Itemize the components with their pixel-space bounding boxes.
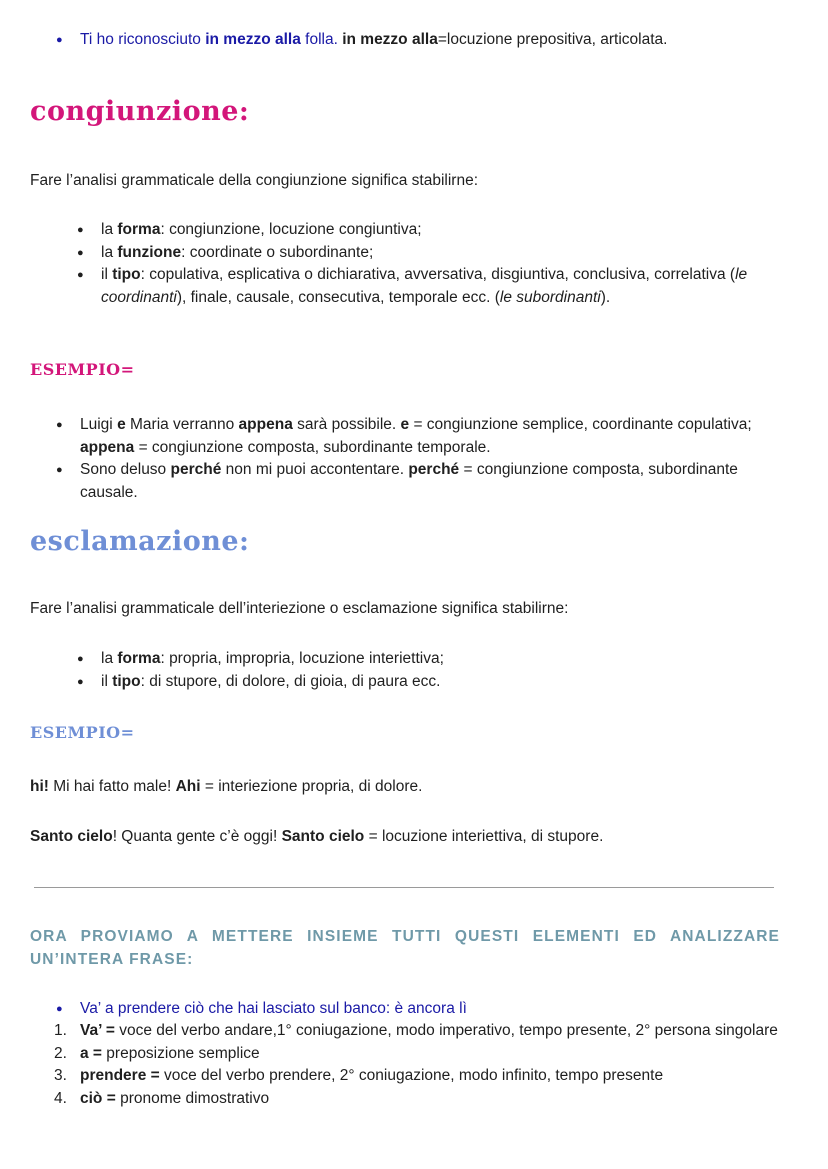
heading-congiunzione: congiunzione:: [30, 96, 250, 127]
list-item: ● la funzione: coordinate o subordinante;: [101, 242, 771, 265]
analisi-heading: ORA PROVIAMO A METTERE INSIEME TUTTI QUESTI ELEMENTI ED ANALIZZARE UN’INTERA FRASE:: [30, 928, 780, 968]
esempio-label-esclamazione: ESEMPIO=: [30, 723, 135, 742]
analisi-numbered-list: [54, 1020, 780, 1110]
top-bullet-list: [80, 29, 770, 52]
list-item: ● Luigi e Maria verranno appena sarà possibile. e = congiunzione semplice, coordinante copulativa; appena = congiunzione composta, subordinante temporale.: [80, 414, 780, 459]
esempio-label-congiunzione: ESEMPIO=: [30, 360, 135, 379]
list-item: ● la forma: congiunzione, locuzione congiuntiva;: [101, 219, 771, 242]
list-item: 4. ciò = pronome dimostrativo: [54, 1089, 270, 1107]
analisi-sentence-list: [80, 998, 780, 1021]
esclamazione-list: [101, 648, 771, 693]
list-item: 2. a = preposizione semplice: [54, 1044, 260, 1062]
list-item: ● la forma: propria, impropria, locuzione interiettiva;: [101, 648, 771, 671]
list-item: ● il tipo: copulativa, esplicativa o dichiarativa, avversativa, disgiuntiva, conclusiva, correlativa (le coordinanti), finale, causale, consecutiva, temporale ecc. (le subordinanti).: [101, 264, 771, 309]
congiunzione-list: [101, 219, 771, 309]
esclamazione-intro: Fare l’analisi grammaticale dell’interiezione o esclamazione significa stabilirne:: [30, 600, 569, 617]
list-item: 3. prendere = voce del verbo prendere, 2° coniugazione, modo infinito, tempo presente: [54, 1067, 664, 1084]
esclamazione-example-2: Santo cielo! Quanta gente c’è oggi! Santo cielo = locuzione interiettiva, di stupore.: [30, 828, 604, 845]
list-item: ● Ti ho riconosciuto in mezzo alla folla. in mezzo alla=locuzione prepositiva, articolata.: [80, 29, 770, 52]
list-item: 1. Va’ = voce del verbo andare,1° coniugazione, modo imperativo, tempo presente, 2° persona singolare: [54, 1022, 778, 1039]
heading-esclamazione: esclamazione:: [30, 526, 250, 557]
list-item: ● Sono deluso perché non mi puoi accontentare. perché = congiunzione composta, subordinante causale.: [80, 459, 780, 504]
horizontal-divider: [34, 887, 774, 888]
list-item: ● il tipo: di stupore, di dolore, di gioia, di paura ecc.: [101, 671, 771, 694]
congiunzione-examples: [80, 414, 780, 504]
congiunzione-intro: Fare l’analisi grammaticale della congiunzione significa stabilirne:: [30, 172, 479, 189]
list-item: ● Va’ a prendere ciò che hai lasciato sul banco: è ancora lì: [80, 998, 780, 1021]
esclamazione-example-1: hi! Mi hai fatto male! Ahi = interiezione propria, di dolore.: [30, 778, 423, 795]
